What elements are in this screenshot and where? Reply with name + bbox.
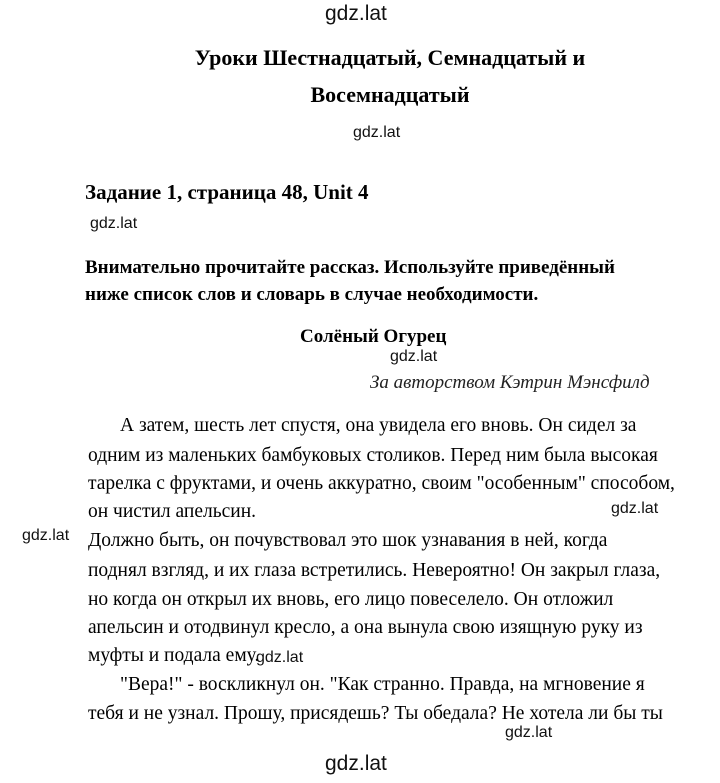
page-title-line-2: Восемнадцатый [310,82,470,107]
story-line: А затем, шесть лет спустя, она увидела его вновь. Он сидел за [120,415,637,436]
story-line: поднял взгляд, и их глаза встретились. Невероятно! Он закрыл глаза, [88,560,661,581]
task-heading: Задание 1, страница 48, Unit 4 [85,180,369,204]
watermark: gdz.lat [22,527,70,544]
watermark-top: gdz.lat [325,2,387,25]
page-title-line-1: Уроки Шестнадцатый, Семнадцатый и [194,45,586,70]
instruction-line-2: ниже список слов и словарь в случае необходимости. [85,284,539,305]
story-line: тебя и не узнал. Прошу, присядешь? Ты обедала? Не хотела ли бы ты [88,703,663,724]
watermark: gdz.lat [611,500,659,517]
story-line: тарелка с фруктами, и очень аккуратно, своим "особенным" способом, [88,473,675,494]
story-line: "Вера!" - воскликнул он. "Как странно. Правда, на мгновение я [120,674,645,695]
story-line: апельсин и отодвинул кресло, а она вынула свою изящную руку из [88,617,643,638]
watermark: gdz.lat [256,649,304,666]
watermark: gdz.lat [505,724,553,741]
story-line: но когда он открыл их вновь, его лицо повеселело. Он отложил [88,589,614,610]
story-line: муфты и подала ему. [88,645,260,666]
story-title: Солёный Огурец [300,326,447,347]
story-line: он чистил апельсин. [88,501,257,522]
story-line: Должно быть, он почувствовал это шок узнавания в ней, когда [88,530,608,551]
watermark: gdz.lat [90,215,138,232]
watermark: gdz.lat [353,124,401,141]
watermark: gdz.lat [390,348,438,365]
watermark-bottom: gdz.lat [325,752,387,775]
instruction-line-1: Внимательно прочитайте рассказ. Используйте приведённый [85,257,615,278]
story-author: За авторством Кэтрин Мэнсфилд [370,372,650,393]
story-line: одним из маленьких бамбуковых столиков. Перед ним была высокая [88,445,658,466]
